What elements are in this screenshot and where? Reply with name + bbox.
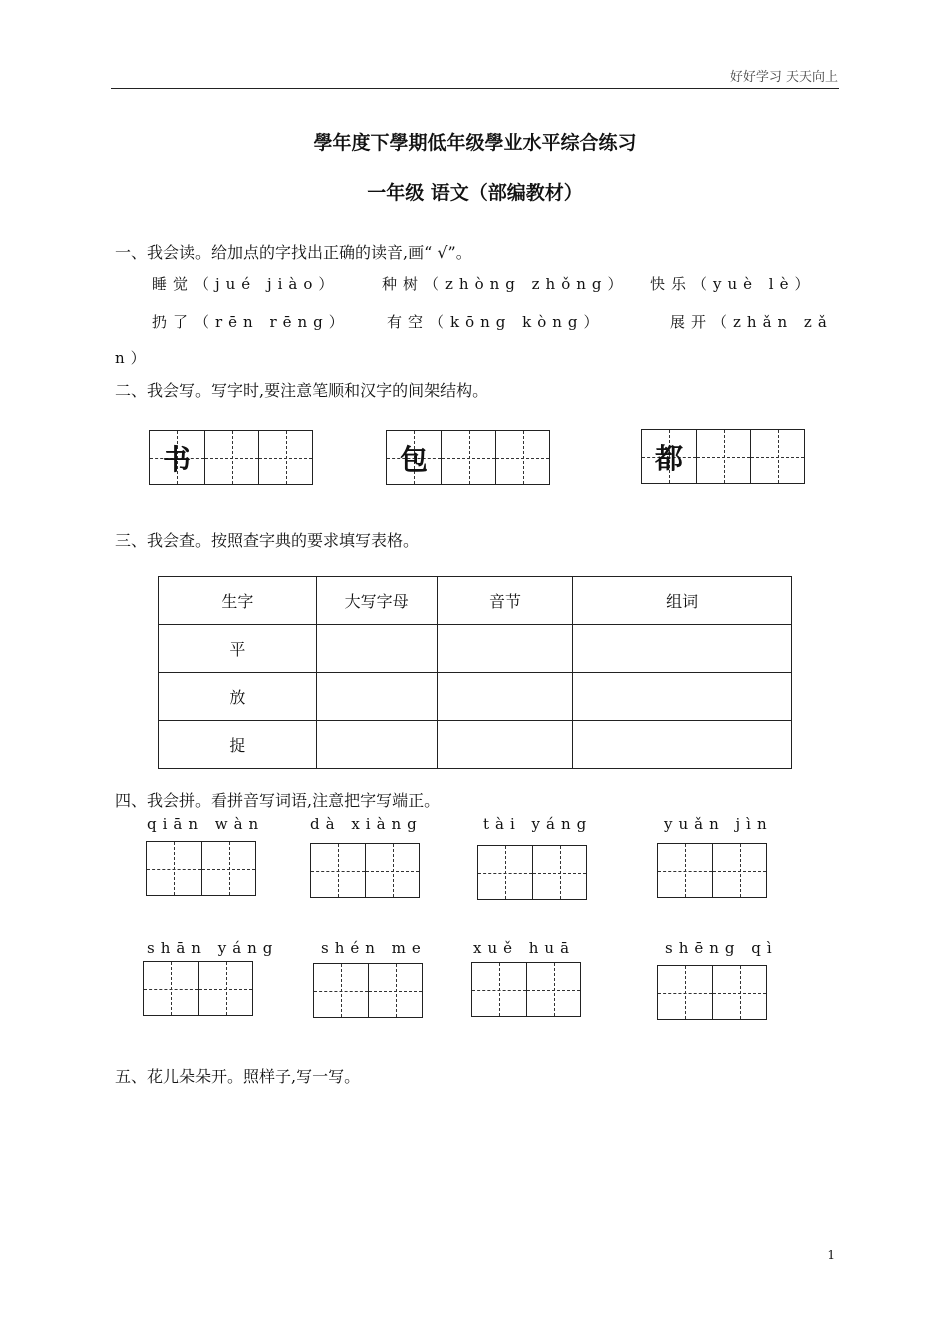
table-cell-input[interactable]: [573, 625, 792, 673]
reading-item: 展开（zhǎn zǎ: [670, 313, 833, 331]
pinyin-label: xuě huā: [473, 939, 576, 957]
column-header: 组词: [573, 577, 792, 625]
writing-cell[interactable]: [712, 844, 766, 897]
section4-heading: 四、我会拼。看拼音写词语,注意把字写端正。: [115, 791, 441, 810]
table-cell-char: 平: [159, 625, 317, 673]
writing-cell[interactable]: [368, 964, 422, 1017]
writing-cell[interactable]: [526, 963, 580, 1016]
table-header-row: [159, 577, 792, 625]
writing-cell[interactable]: [696, 430, 750, 483]
reading-item-wrap: n）: [115, 349, 152, 367]
table-cell-input[interactable]: [573, 721, 792, 769]
pinyin-label: qiān wàn: [147, 815, 265, 833]
pinyin-grid: [657, 965, 767, 1020]
writing-cell[interactable]: [311, 844, 365, 897]
pinyin-label: dà xiàng: [310, 815, 423, 833]
column-header: 音节: [437, 577, 573, 625]
page-title: 學年度下學期低年级學业水平综合练习: [313, 132, 637, 154]
pinyin-label: tài yáng: [483, 815, 593, 833]
column-header: 大写字母: [316, 577, 437, 625]
header-divider: [111, 88, 839, 89]
pinyin-label: yuǎn jìn: [664, 815, 773, 833]
writing-cell[interactable]: [150, 431, 204, 484]
section5-heading: 五、花儿朵朵开。照样子,写一写。: [115, 1067, 361, 1086]
page-subtitle: 一年级 语文（部编教材）: [367, 182, 583, 204]
writing-cell[interactable]: [478, 846, 532, 899]
writing-grid: [386, 430, 550, 485]
table-cell-input[interactable]: [437, 721, 573, 769]
writing-cell[interactable]: [314, 964, 368, 1017]
writing-cell[interactable]: [387, 431, 441, 484]
table-cell-char: 放: [159, 673, 317, 721]
pinyin-grid: [146, 841, 256, 896]
dictionary-table: [158, 576, 792, 769]
writing-cell[interactable]: [441, 431, 495, 484]
writing-grid: [641, 429, 805, 484]
table-row: [159, 721, 792, 769]
pinyin-label: shén me: [321, 939, 427, 957]
writing-cell[interactable]: [258, 431, 312, 484]
pinyin-label: shēng qì: [665, 939, 778, 957]
table-row: [159, 673, 792, 721]
model-char: 都: [654, 441, 683, 475]
writing-cell[interactable]: [750, 430, 804, 483]
writing-cell[interactable]: [204, 431, 258, 484]
writing-cell[interactable]: [532, 846, 586, 899]
reading-item: 睡觉（jué jiào）: [152, 275, 340, 293]
writing-cell[interactable]: [472, 963, 526, 1016]
table-cell-input[interactable]: [316, 625, 437, 673]
model-char: 包: [399, 442, 428, 476]
writing-cell[interactable]: [365, 844, 419, 897]
section3-heading: 三、我会查。按照查字典的要求填写表格。: [115, 531, 420, 550]
reading-item: 有空（kōng kòng）: [387, 313, 605, 331]
writing-cell[interactable]: [198, 962, 252, 1015]
pinyin-grid: [313, 963, 423, 1018]
writing-cell[interactable]: [658, 844, 712, 897]
section2-heading: 二、我会写。写字时,要注意笔顺和汉字的间架结构。: [115, 381, 489, 400]
table-row: [159, 625, 792, 673]
header-motto: 好好学习 天天向上: [729, 70, 838, 85]
column-header: 生字: [159, 577, 317, 625]
pinyin-grid: [477, 845, 587, 900]
pinyin-grid: [471, 962, 581, 1017]
table-cell-char: 捉: [159, 721, 317, 769]
table-cell-input[interactable]: [316, 721, 437, 769]
writing-cell[interactable]: [495, 431, 549, 484]
reading-item: 扔了（rēn rēng）: [152, 313, 350, 331]
writing-cell[interactable]: [658, 966, 712, 1019]
section1-heading: 一、我会读。给加点的字找出正确的读音,画“ √”。: [115, 243, 472, 262]
reading-item: 快乐（yuè lè）: [650, 275, 816, 293]
reading-item: 种树（zhòng zhǒng）: [382, 275, 629, 293]
pinyin-grid: [657, 843, 767, 898]
writing-cell[interactable]: [144, 962, 198, 1015]
pinyin-grid: [143, 961, 253, 1016]
table-cell-input[interactable]: [437, 673, 573, 721]
writing-cell[interactable]: [642, 430, 696, 483]
writing-cell[interactable]: [201, 842, 255, 895]
model-char: 书: [162, 442, 191, 476]
pinyin-label: shān yáng: [147, 939, 279, 957]
writing-cell[interactable]: [147, 842, 201, 895]
page-number: 1: [827, 1248, 835, 1262]
pinyin-grid: [310, 843, 420, 898]
table-cell-input[interactable]: [437, 625, 573, 673]
table-cell-input[interactable]: [316, 673, 437, 721]
writing-grid: [149, 430, 313, 485]
table-cell-input[interactable]: [573, 673, 792, 721]
writing-cell[interactable]: [712, 966, 766, 1019]
